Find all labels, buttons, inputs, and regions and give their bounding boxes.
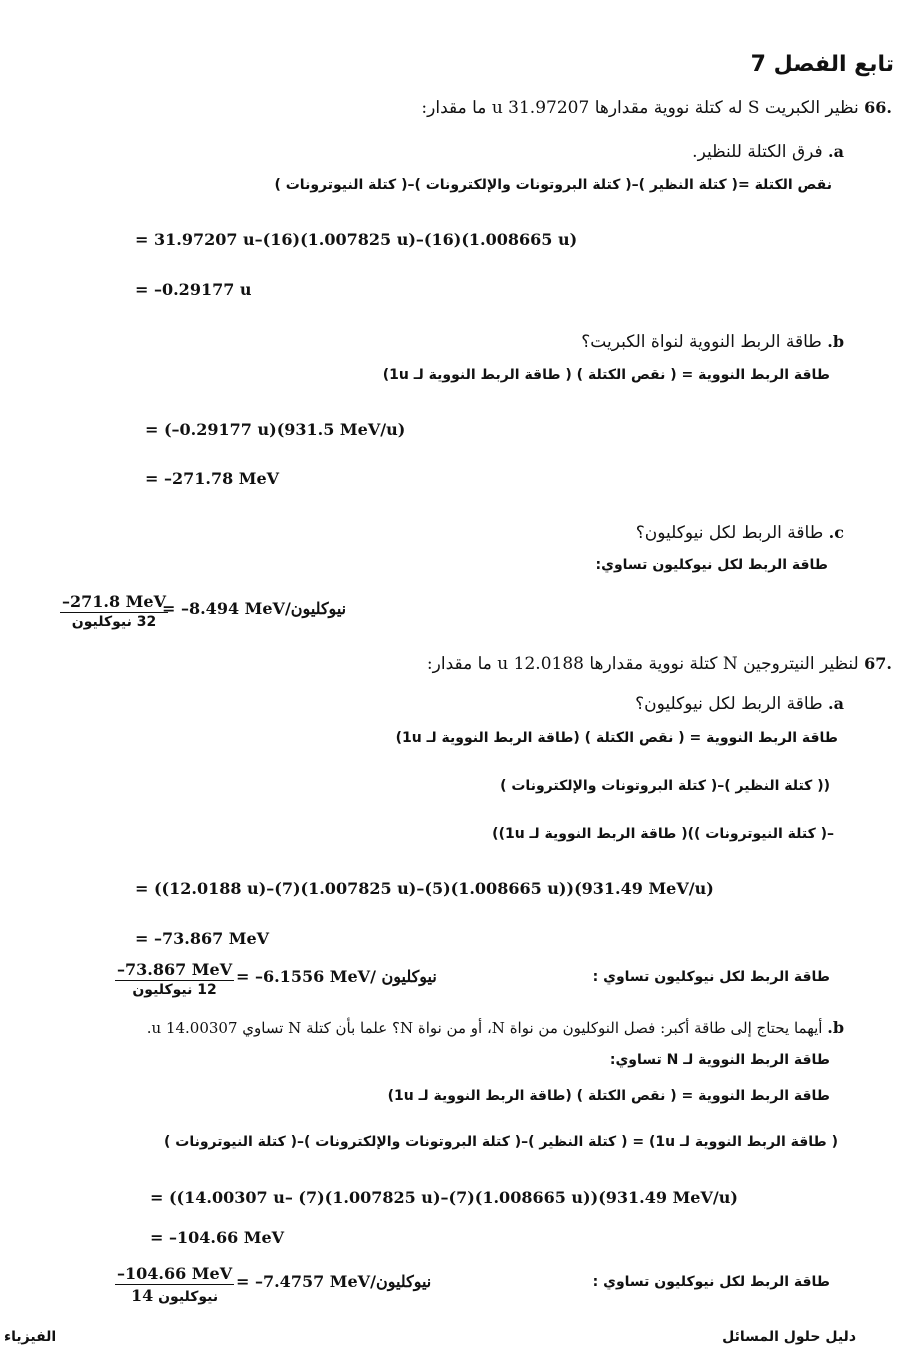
part-letter: a. xyxy=(828,694,844,713)
fraction-numerator: –104.66 MeV xyxy=(117,1264,233,1283)
problem-66-number: .66 xyxy=(864,98,892,117)
formula-continuation: ( طاقة الربط النووية لـ 1u) = ( كتلة النظير )–( كتلة البروتونات والإلكترونات )–( كتلة النيوترونات ) xyxy=(163,1134,838,1150)
problem-66-text: نظير الكبريت S له كتلة نووية مقدارها 31.97207 u ما مقدار: xyxy=(421,98,859,118)
denominator-number: 14 xyxy=(130,1286,154,1305)
footer-guide-title: دليل حلول المسائل xyxy=(722,1329,856,1345)
fraction-denominator: 12 نيوكليون xyxy=(132,982,217,998)
equation-result: = –73.867 MeV xyxy=(135,929,270,948)
binding-energy-label: طاقة الربط النووية لـ N تساوي: xyxy=(609,1052,830,1068)
question-text: فرق الكتلة للنظير. xyxy=(692,142,823,162)
part-letter: a. xyxy=(828,142,844,161)
problem-67-text: لنظير النيتروجين N كتلة نووية مقدارها 12.0188 u ما مقدار: xyxy=(426,654,859,674)
part-letter: b. xyxy=(827,1018,844,1037)
question-text: طاقة الربط لكل نيوكليون؟ xyxy=(635,694,823,714)
part-letter: b. xyxy=(827,332,844,351)
equation-result: = –271.78 MeV xyxy=(145,469,280,488)
part-letter: c. xyxy=(828,523,844,542)
chapter-title: تابع الفصل 7 xyxy=(750,52,894,77)
problem-67a-question xyxy=(635,694,844,714)
equation-line: = ((12.0188 u)–(7)(1.007825 u)–(5)(1.008665 u))(931.49 MeV/u) xyxy=(135,879,714,898)
equation-result: = –104.66 MeV xyxy=(150,1228,285,1247)
footer-subject: الفيزياء xyxy=(4,1329,57,1345)
per-nucleon-label: طاقة الربط لكل نيوكليون تساوي: xyxy=(595,557,828,573)
problem-67-stem xyxy=(427,654,892,674)
binding-energy-formula: طاقة الربط النووية = ( نقص الكتلة ) (طاقة الربط النووية لـ 1u) xyxy=(387,1088,830,1104)
question-text: أيهما يحتاج إلى طاقة أكبر: فصل النوكليون من نواة N، أو من نواة N؟ علما بأن كتلة N تساوي 14.00307 u. xyxy=(146,1019,823,1037)
formula-continuation: (( كتلة النظير )–( كتلة البروتونات والإلكترونات ) xyxy=(500,778,830,794)
fraction xyxy=(60,592,168,630)
binding-energy-formula: طاقة الربط النووية = ( نقص الكتلة ) (طاقة الربط النووية لـ 1u) xyxy=(395,730,838,746)
problem-66a-question xyxy=(692,142,844,162)
fraction xyxy=(115,1264,234,1305)
problem-67-number: .67 xyxy=(864,654,892,673)
equation-line: = ((14.00307 u– (7)(1.007825 u)–(7)(1.008665 u))(931.49 MeV/u) xyxy=(150,1188,738,1207)
fraction-result: = –7.4757 MeV/نيوكليون xyxy=(236,1272,432,1291)
equation-line: = (–0.29177 u)(931.5 MeV/u) xyxy=(145,420,406,439)
per-nucleon-label: طاقة الربط لكل نيوكليون تساوي : xyxy=(592,969,830,985)
question-text: طاقة الربط النووية لنواة الكبريت؟ xyxy=(581,332,822,352)
fraction-result: = –6.1556 MeV/ نيوكليون xyxy=(236,967,437,986)
fraction-numerator: –271.8 MeV xyxy=(62,592,166,611)
fraction xyxy=(115,960,234,998)
formula-continuation: –( كتلة النيوترونات ))( طاقة الربط النووية لـ 1u)) xyxy=(492,826,834,842)
question-text: طاقة الربط لكل نيوكليون؟ xyxy=(635,523,824,543)
mass-defect-formula: نقص الكتلة =( كتلة النظير )–( كتلة البروتونات والإلكترونات )–( كتلة النيوترونات ) xyxy=(274,177,832,193)
fraction-denominator xyxy=(131,1285,218,1305)
fraction-result: = –8.494 MeV/نيوكليون xyxy=(162,599,347,618)
denominator-word: نيوكليون xyxy=(158,1289,219,1305)
problem-66b-question xyxy=(581,332,844,352)
equation-result: = –0.29177 u xyxy=(135,280,252,299)
problem-66c-question xyxy=(636,523,844,543)
problem-66-stem xyxy=(421,98,892,118)
problem-67b-question xyxy=(147,1018,844,1037)
fraction-numerator: –73.867 MeV xyxy=(117,960,233,979)
per-nucleon-label: طاقة الربط لكل نيوكليون تساوي : xyxy=(592,1274,830,1290)
fraction-denominator: 32 نيوكليون xyxy=(71,614,157,630)
equation-line: = 31.97207 u–(16)(1.007825 u)–(16)(1.008665 u) xyxy=(135,230,578,249)
binding-energy-formula: طاقة الربط النووية = ( نقص الكتلة ) ( طاقة الربط النووية لـ 1u) xyxy=(382,367,830,383)
